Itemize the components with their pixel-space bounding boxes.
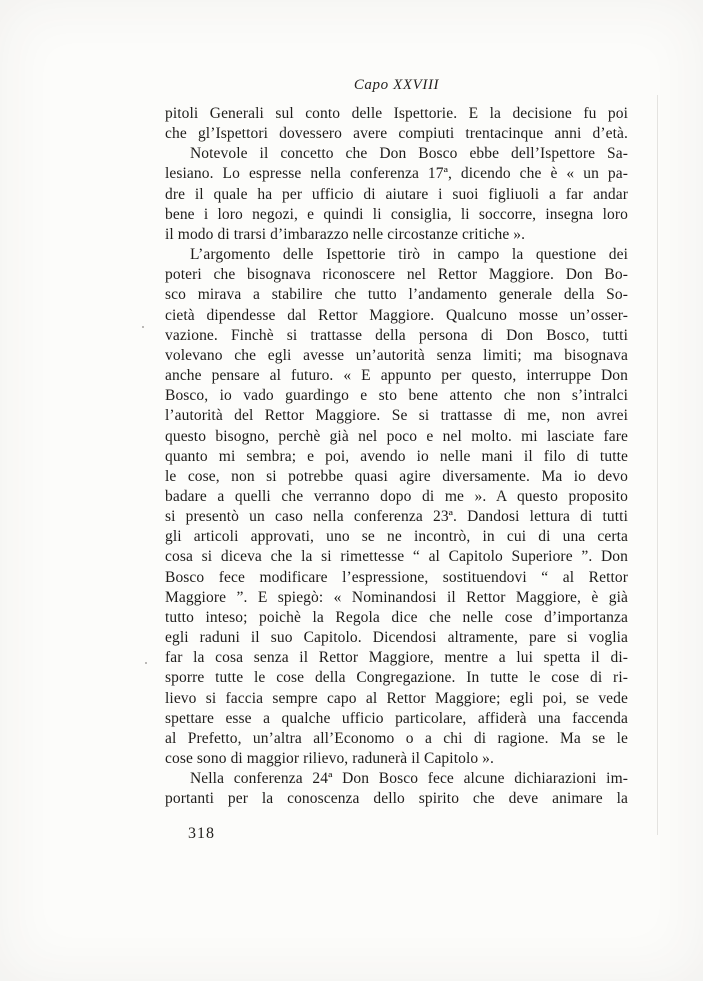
text-line: lievo si faccia sempre capo al Rettor Maggiore; egli poi, se vede: [165, 689, 628, 707]
text-line: quanto mi sembra; e poi, avendo io nelle mani il filo di tutte: [165, 447, 628, 465]
text-line: lesiano. Lo espresse nella conferenza 17ª, dicendo che è « un pa-: [165, 165, 628, 183]
text-line: Bosco, io vado guardingo e sto bene attento che non s’intralci: [165, 387, 628, 405]
text-line: portanti per la conoscenza dello spirito che deve animare la: [165, 790, 628, 808]
text-line: Notevole il concetto che Don Bosco ebbe dell’Ispettore Sa-: [190, 145, 628, 163]
text-line: cose sono di maggior rilievo, radunerà il Capitolo ».: [165, 750, 495, 767]
scan-speck: [142, 326, 144, 328]
text-line: sco mirava a stabilire che tutto l’andamento generale della So-: [165, 286, 628, 304]
chapter-heading: Capo XXVIII: [353, 77, 440, 93]
text-line: Nella conferenza 24ª Don Bosco fece alcune dichiarazioni im-: [190, 770, 628, 788]
text-line: al Prefetto, un’altra all’Economo o a chi di ragione. Ma se le: [165, 729, 628, 747]
text-line: l’autorità del Rettor Maggiore. Se si trattasse di me, non avrei: [165, 407, 628, 425]
text-line: che gl’Ispettori dovessero avere compiuti trentacinque anni d’età.: [165, 125, 628, 143]
text-line: cosa si diceva che la si rimettesse “ al Capitolo Superiore ”. Don: [165, 548, 628, 566]
text-line: egli raduni il suo Capitolo. Dicendosi altramente, pare si voglia: [165, 629, 628, 647]
text-line: vazione. Finchè si trattasse della persona di Don Bosco, tutti: [165, 326, 628, 344]
text-line: gli articoli approvati, uno se ne incontrò, in cui di una certa: [165, 528, 628, 546]
page-number: 318: [188, 825, 215, 842]
text-line: L’argomento delle Ispettorie tirò in campo la questione dei: [190, 246, 628, 264]
text-line: anche pensare al futuro. « E appunto per questo, interruppe Don: [165, 367, 628, 385]
scan-artifact-line: [657, 95, 658, 835]
text-line: pitoli Generali sul conto delle Ispettorie. E la decisione fu poi: [165, 105, 628, 122]
text-line: far la cosa senza il Rettor Maggiore, mentre a lui spetta il di-: [165, 649, 628, 667]
text-line: questo bisogno, perchè già nel poco e nel molto. mi lasciate fare: [165, 427, 628, 445]
text-line: poteri che bisognava riconoscere nel Rettor Maggiore. Don Bo-: [165, 266, 628, 284]
text-block: [165, 104, 628, 809]
text-line: le cose, non si potrebbe quasi agire diversamente. Ma io devo: [165, 467, 628, 485]
text-line: Maggiore ”. E spiegò: « Nominandosi il Rettor Maggiore, è già: [165, 588, 628, 606]
text-line: dre il quale ha per ufficio di aiutare i suoi figliuoli a far andar: [165, 185, 628, 203]
text-line: il modo di trarsi d’imbarazzo nelle circostanze critiche ».: [165, 225, 526, 243]
text-line: volevano che egli avesse un’autorità senza limiti; ma bisognava: [165, 346, 628, 364]
text-line: bene i loro negozi, e quindi li consiglia, li soccorre, insegna loro: [165, 205, 628, 223]
scan-speck: [145, 662, 147, 664]
text-line: badare a quelli che verranno dopo di me ». A questo proposito: [165, 487, 628, 505]
text-line: sporre tutte le cose della Congregazione. In tutte le cose di ri-: [165, 669, 628, 687]
text-line: Bosco fece modificare l’espressione, sostituendovi “ al Rettor: [165, 568, 628, 586]
text-line: si presentò un caso nella conferenza 23ª. Dandosi lettura di tutti: [165, 508, 628, 526]
text-line: cietà dipendesse dal Rettor Maggiore. Qualcuno mosse un’osser-: [165, 306, 628, 324]
text-line: spettare esse a qualche ufficio particolare, affiderà una faccenda: [165, 709, 628, 727]
text-line: tutto inteso; poichè la Regola dice che nelle cose d’importanza: [165, 608, 628, 626]
